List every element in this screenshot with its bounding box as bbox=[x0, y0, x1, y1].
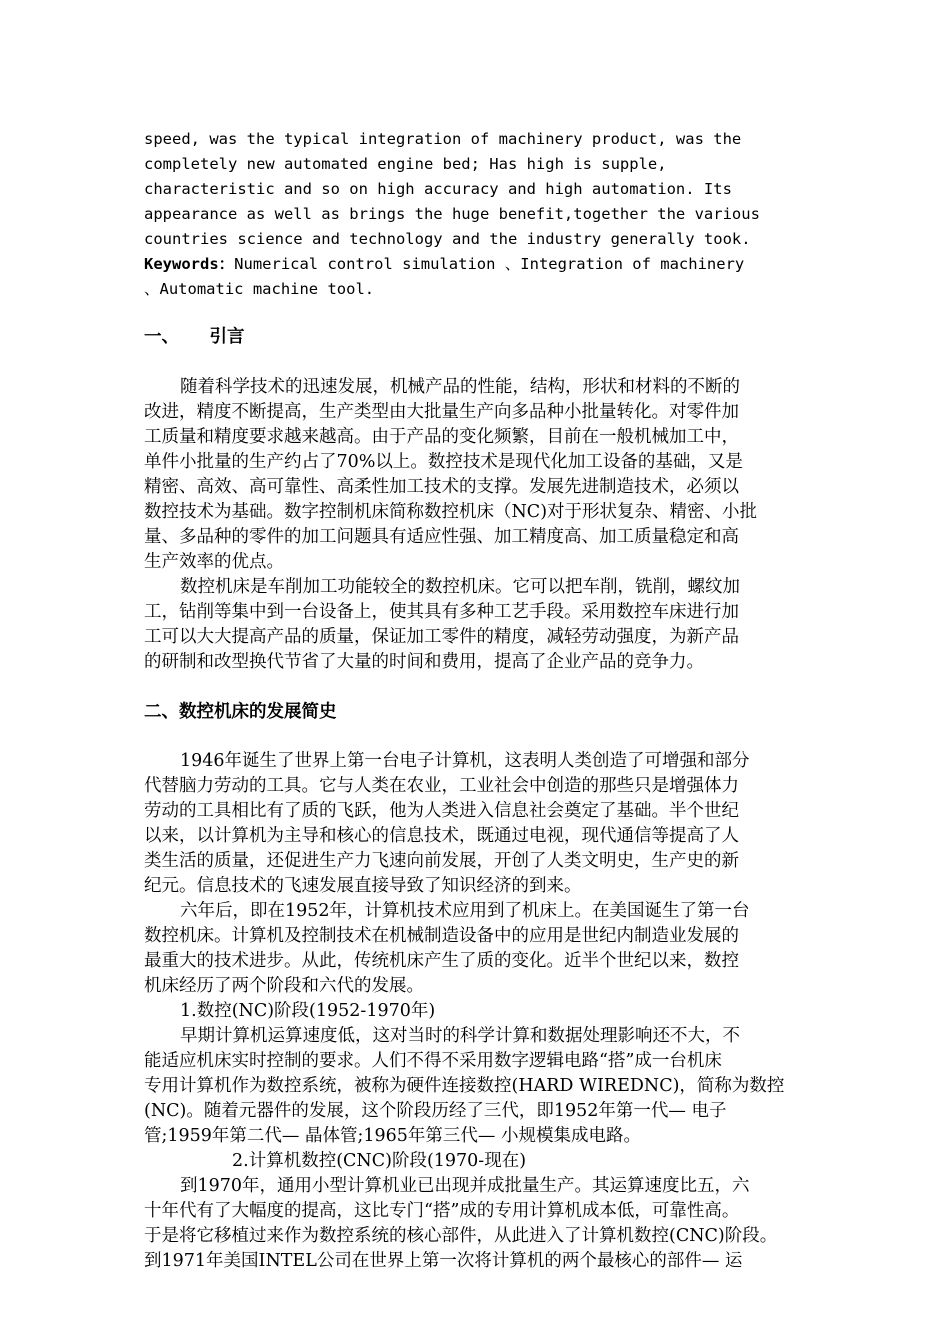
keywords-continued: 、Automatic machine tool. bbox=[144, 280, 375, 298]
abstract-line: appearance as well as brings the huge benefit,together the various bbox=[144, 205, 760, 223]
paragraph-line: 以来，以计算机为主导和核心的信息技术，既通过电视，现代通信等提高了人 bbox=[144, 826, 739, 846]
paragraph-line: 工质量和精度要求越来越高。由于产品的变化频繁，目前在一般机械加工中， bbox=[144, 427, 739, 447]
paragraph-line: 早期计算机运算速度低，这对当时的科学计算和数据处理影响还不大，不 bbox=[180, 1026, 740, 1046]
keywords-label: Keywords： bbox=[144, 255, 235, 273]
paragraph-line: 数控技术为基础。数字控制机床简称数控机床（NC)对于形状复杂、精密、小批 bbox=[144, 502, 758, 522]
paragraph-line: 纪元。信息技术的飞速发展直接导致了知识经济的到来。 bbox=[144, 876, 582, 896]
section-heading-introduction: 一、 引言 bbox=[144, 327, 245, 347]
paragraph-line: 类生活的质量，还促进生产力飞速向前发展，开创了人类文明史，生产史的新 bbox=[144, 851, 739, 871]
history-paragraphs bbox=[144, 749, 824, 1274]
paragraph-line: 机床经历了两个阶段和六代的发展。 bbox=[144, 976, 424, 996]
paragraph-line: 十年代有了大幅度的提高，这比专门“搭”成的专用计算机成本低，可靠性高。 bbox=[144, 1201, 740, 1221]
paragraph-line: 于是将它移植过来作为数控系统的核心部件，从此进入了计算机数控(CNC)阶段。 bbox=[144, 1226, 778, 1246]
paragraph-line: 到1970年，通用小型计算机业已出现并成批量生产。其运算速度比五，六 bbox=[180, 1176, 750, 1196]
section-heading-history: 二、数控机床的发展简史 bbox=[144, 702, 337, 722]
paragraph-line: 专用计算机作为数控系统，被称为硬件连接数控(HARD WIREDNC)，简称为数控 bbox=[144, 1076, 785, 1096]
paragraph-line: 代替脑力劳动的工具。它与人类在农业，工业社会中创造的那些只是增强体力 bbox=[144, 776, 739, 796]
paragraph-line: 劳动的工具相比有了质的飞跃，他为人类进入信息社会奠定了基础。半个世纪 bbox=[144, 801, 739, 821]
paragraph-line: 六年后，即在1952年，计算机技术应用到了机床上。在美国诞生了第一台 bbox=[180, 901, 750, 921]
paragraph-line: 工可以大大提高产品的质量，保证加工零件的精度，减轻劳动强度，为新产品 bbox=[144, 627, 739, 647]
abstract-line: characteristic and so on high accuracy and high automation. Its bbox=[144, 180, 732, 198]
paragraph-line: 最重大的技术进步。从此，传统机床产生了质的变化。近半个世纪以来，数控 bbox=[144, 951, 739, 971]
subsection-title-nc-stage: 1.数控(NC)阶段(1952-1970年) bbox=[180, 1001, 436, 1021]
abstract-line: countries science and technology and the industry generally took. bbox=[144, 230, 751, 248]
paragraph-line: 到1971年美国INTEL公司在世界上第一次将计算机的两个最核心的部件— 运 bbox=[144, 1251, 743, 1271]
keywords-text: Numerical control simulation 、Integration of machinery bbox=[234, 255, 745, 273]
abstract-english bbox=[144, 127, 824, 302]
intro-paragraphs bbox=[144, 375, 824, 675]
paragraph-line: 数控机床。计算机及控制技术在机械制造设备中的应用是世纪内制造业发展的 bbox=[144, 926, 739, 946]
keywords-line bbox=[144, 252, 824, 277]
paragraph-line: 生产效率的优点。 bbox=[144, 552, 284, 572]
abstract-line: completely new automated engine bed; Has high is supple, bbox=[144, 155, 667, 173]
paragraph-line: 单件小批量的生产约占了70%以上。数控技术是现代化加工设备的基础，又是 bbox=[144, 452, 743, 472]
paragraph-line: 的研制和改型换代节省了大量的时间和费用，提高了企业产品的竞争力。 bbox=[144, 652, 704, 672]
paragraph-line: 管;1959年第二代— 晶体管;1965年第三代— 小规模集成电路。 bbox=[144, 1126, 641, 1146]
paragraph-line: 数控机床是车削加工功能较全的数控机床。它可以把车削，铣削，螺纹加 bbox=[180, 577, 740, 597]
paragraph-line: 随着科学技术的迅速发展，机械产品的性能，结构，形状和材料的不断的 bbox=[180, 377, 740, 397]
paragraph-line: 1946年诞生了世界上第一台电子计算机，这表明人类创造了可增强和部分 bbox=[180, 751, 750, 771]
paragraph-line: 量、多品种的零件的加工问题具有适应性强、加工精度高、加工质量稳定和高 bbox=[144, 527, 739, 547]
abstract-line: speed, was the typical integration of machinery product, was the bbox=[144, 130, 742, 148]
paragraph-line: 精密、高效、高可靠性、高柔性加工技术的支撑。发展先进制造技术，必须以 bbox=[144, 477, 739, 497]
paragraph-line: 工，钻削等集中到一台设备上，使其具有多种工艺手段。采用数控车床进行加 bbox=[144, 602, 739, 622]
paragraph-line: 能适应机床实时控制的要求。人们不得不采用数字逻辑电路“搭”成一台机床 bbox=[144, 1051, 722, 1071]
paragraph-line: 改进，精度不断提高，生产类型由大批量生产向多品种小批量转化。对零件加 bbox=[144, 402, 739, 422]
subsection-title-cnc-stage: 2.计算机数控(CNC)阶段(1970-现在) bbox=[232, 1151, 527, 1171]
paragraph-line: (NC)。随着元器件的发展，这个阶段历经了三代，即1952年第一代— 电子 bbox=[144, 1101, 727, 1121]
